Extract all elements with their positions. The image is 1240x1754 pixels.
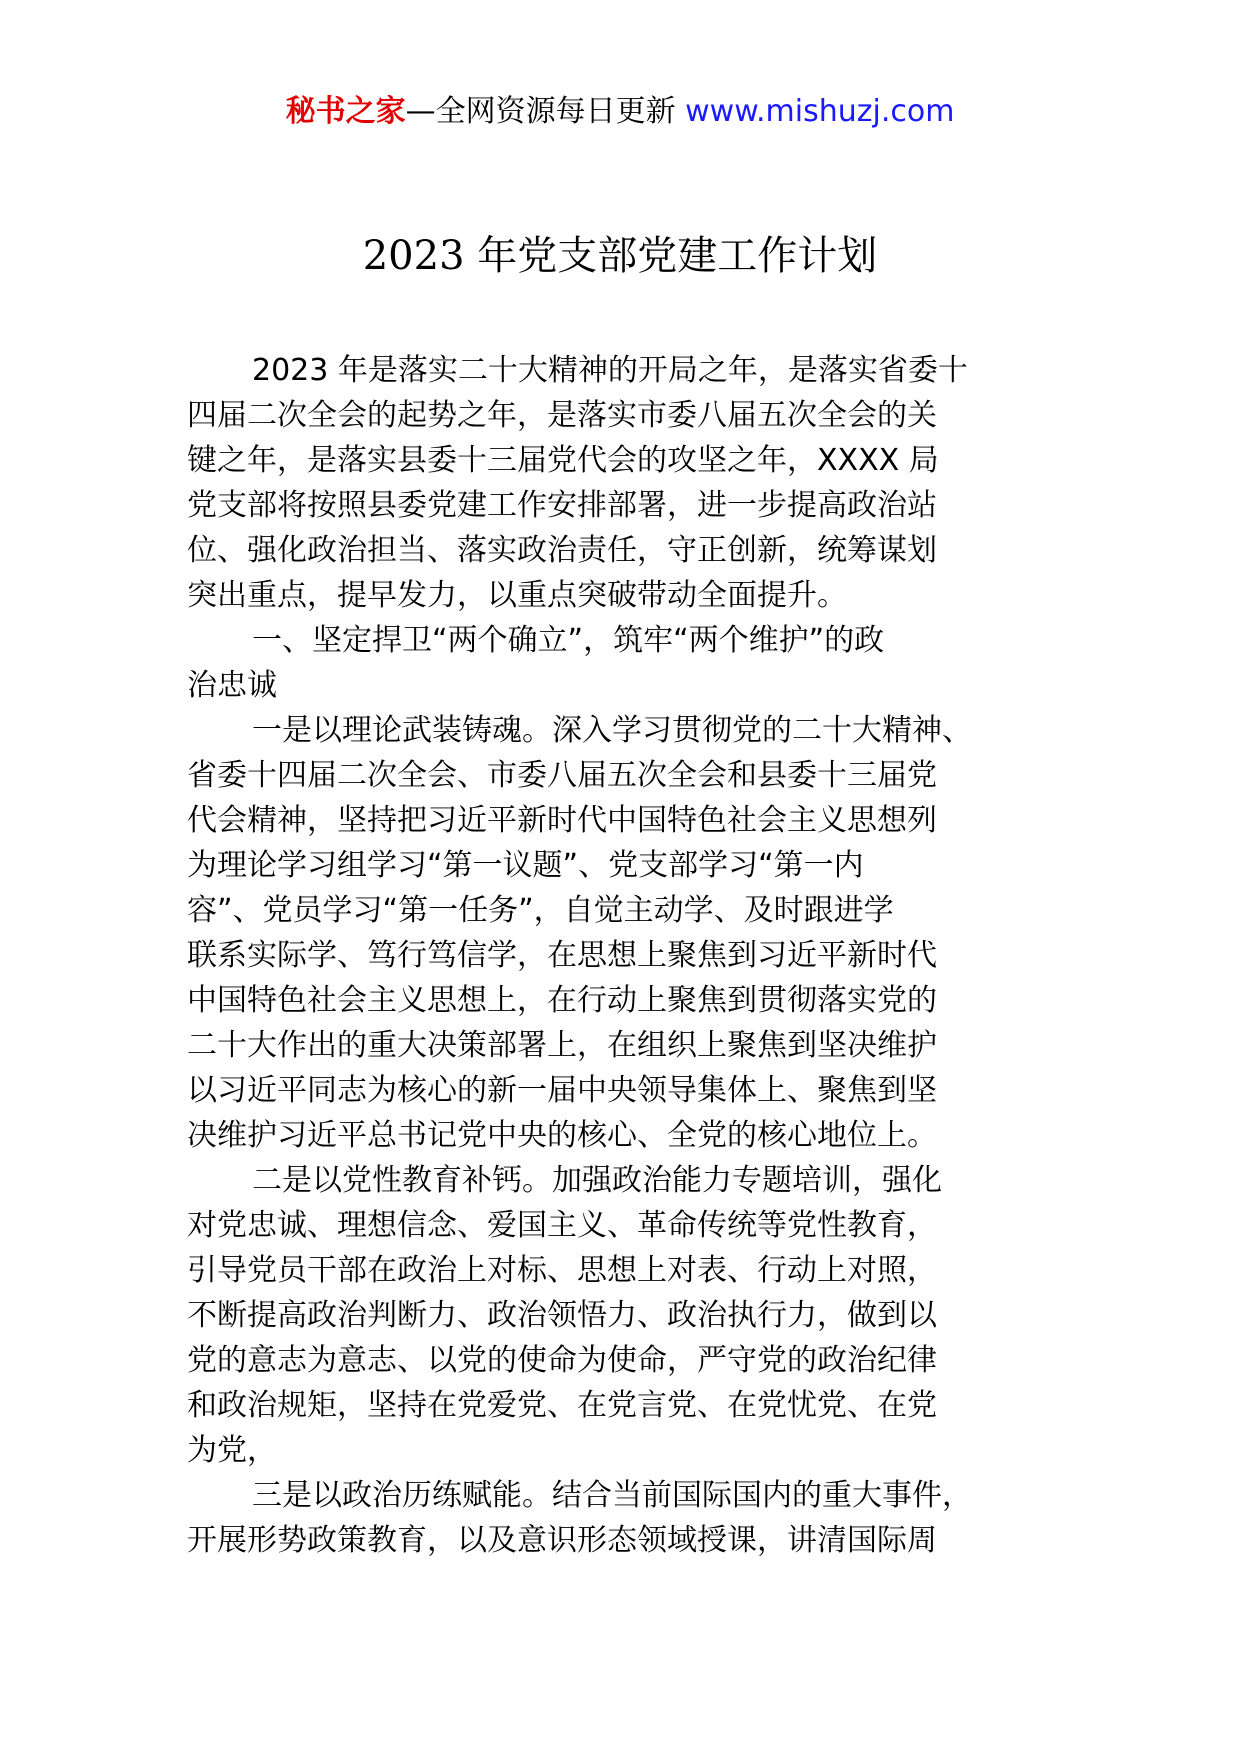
paragraph-line: 联系实际学、笃行笃信学，在思想上聚焦到习近平新时代: [187, 938, 937, 973]
site-brand: 秘书之家: [285, 94, 406, 129]
paragraph-line: 突出重点，提早发力，以重点突破带动全面提升。: [187, 578, 847, 613]
paragraph-line: 决维护习近平总书记党中央的核心、全党的核心地位上。: [187, 1118, 937, 1153]
site-tagline: —全网资源每日更新: [405, 94, 686, 129]
site-header: [0, 92, 1240, 132]
paragraph-line: 以习近平同志为核心的新一届中央领导集体上、聚焦到坚: [187, 1073, 937, 1108]
site-url-link[interactable]: www.mishuzj.com: [685, 94, 955, 129]
paragraph-line: 位、强化政治担当、落实政治责任，守正创新，统筹谋划: [187, 533, 937, 568]
paragraph-line: 党的意志为意志、以党的使命为使命，严守党的政治纪律: [187, 1343, 937, 1378]
paragraph-line: 党支部将按照县委党建工作安排部署，进一步提高政治站: [187, 488, 937, 523]
paragraph-line: 三是以政治历练赋能。结合当前国际国内的重大事件，: [252, 1478, 972, 1513]
paragraph-line: 容”、党员学习“第一任务”，自觉主动学、及时跟进学: [187, 893, 894, 928]
paragraph-line: 为理论学习组学习“第一议题”、党支部学习“第一内: [187, 848, 864, 883]
paragraph-line: 和政治规矩，坚持在党爱党、在党言党、在党忧党、在党: [187, 1388, 937, 1423]
paragraph-line: 为党，: [187, 1433, 277, 1468]
paragraph-line: 代会精神，坚持把习近平新时代中国特色社会主义思想列: [187, 803, 937, 838]
paragraph-line: 2023 年是落实二十大精神的开局之年，是落实省委十: [252, 353, 968, 388]
section-heading-line: 一、坚定捍卫“两个确立”，筑牢“两个维护”的政: [252, 623, 885, 658]
paragraph-line: 键之年，是落实县委十三届党代会的攻坚之年，XXXX 局: [187, 443, 939, 478]
paragraph-line: 中国特色社会主义思想上，在行动上聚焦到贯彻落实党的: [187, 983, 937, 1018]
paragraph-line: 四届二次全会的起势之年，是落实市委八届五次全会的关: [187, 398, 937, 433]
paragraph-line: 二是以党性教育补钙。加强政治能力专题培训，强化: [252, 1163, 942, 1198]
paragraph-line: 省委十四届二次全会、市委八届五次全会和县委十三届党: [187, 758, 937, 793]
paragraph-line: 开展形势政策教育，以及意识形态领域授课，讲清国际周: [187, 1523, 937, 1558]
paragraph-line: 二十大作出的重大决策部署上，在组织上聚焦到坚决维护: [187, 1028, 937, 1063]
paragraph-line: 一是以理论武装铸魂。深入学习贯彻党的二十大精神、: [252, 713, 972, 748]
paragraph-line: 引导党员干部在政治上对标、思想上对表、行动上对照，: [187, 1253, 937, 1288]
paragraph-line: 对党忠诚、理想信念、爱国主义、革命传统等党性教育，: [187, 1208, 937, 1243]
document-title: 2023 年党支部党建工作计划: [362, 233, 878, 279]
paragraph-line: 不断提高政治判断力、政治领悟力、政治执行力，做到以: [187, 1298, 937, 1333]
document-body: [187, 348, 1067, 1563]
section-heading-line: 治忠诚: [187, 668, 277, 703]
